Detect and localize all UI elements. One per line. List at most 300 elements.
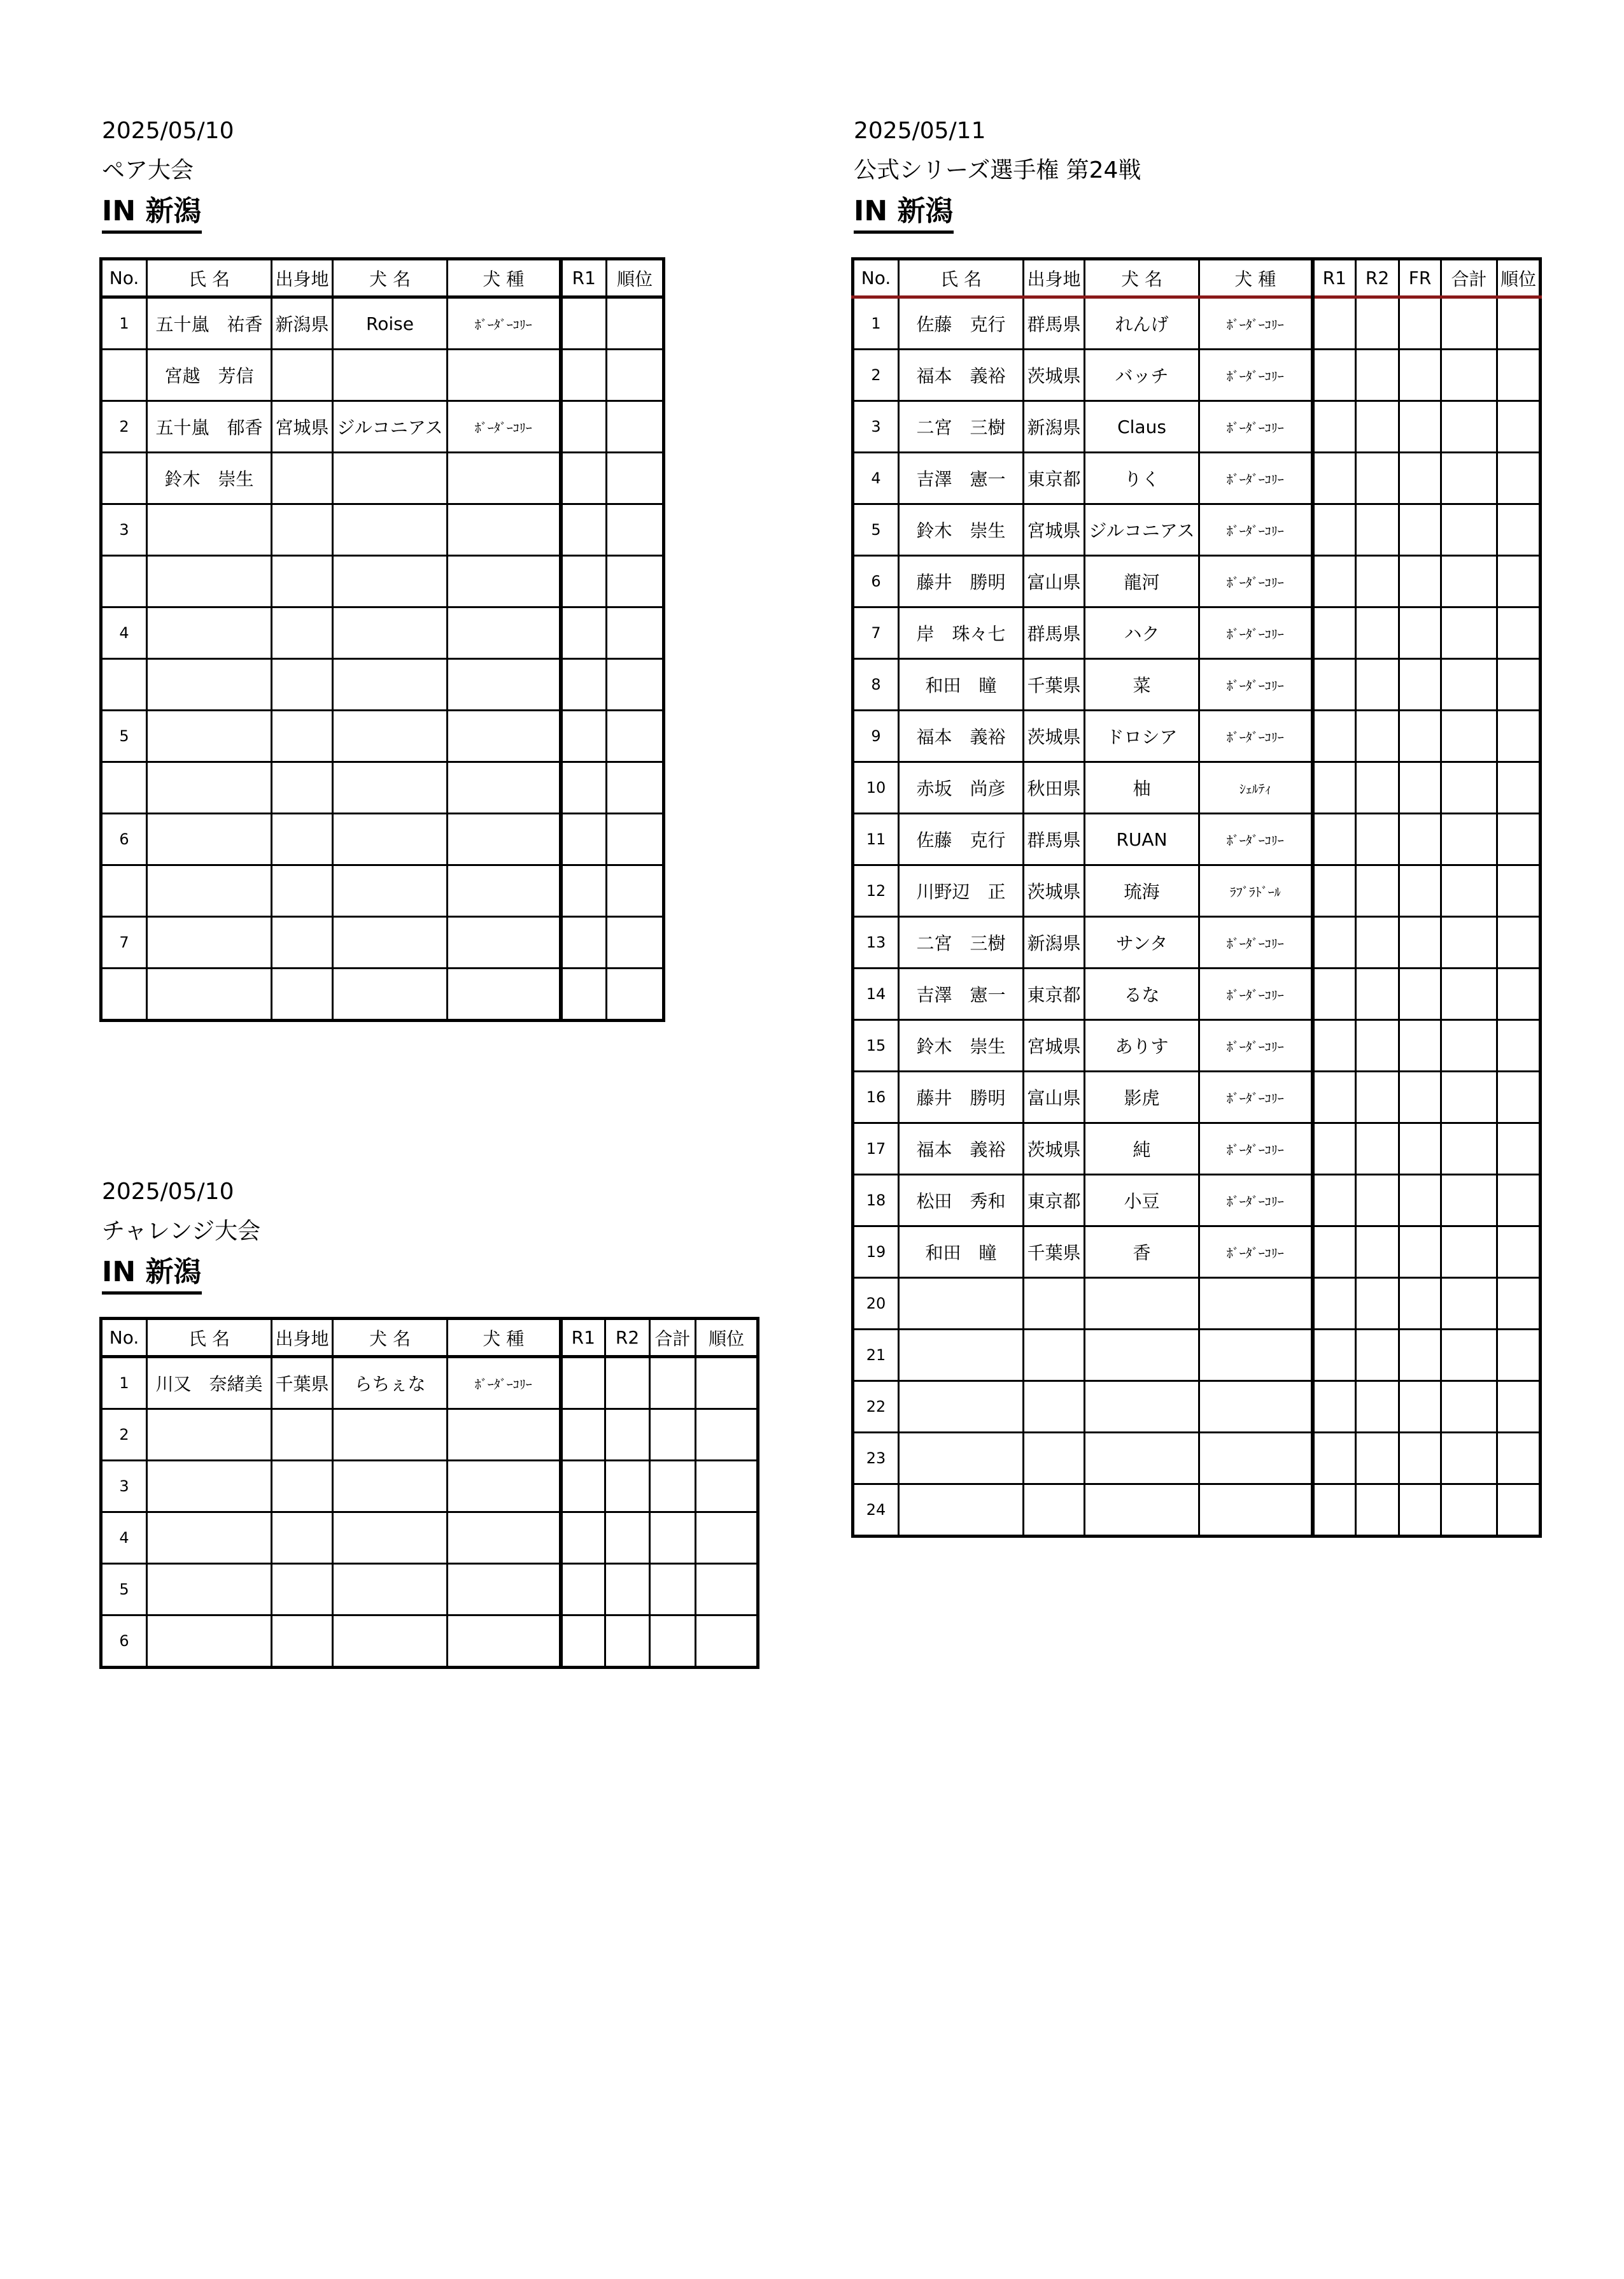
- cell-dog: 柚: [1085, 762, 1199, 814]
- cell-breed: ﾎﾞｰﾀﾞｰｺﾘｰ: [1199, 917, 1313, 969]
- challenge-header-col-5: R1: [561, 1319, 605, 1357]
- cell-score: [1497, 1330, 1541, 1381]
- cell-score: [1399, 865, 1441, 917]
- cell-score: [1313, 1381, 1356, 1433]
- cell-score: [1497, 762, 1541, 814]
- cell-score: [1497, 1175, 1541, 1226]
- cell-score: [1313, 401, 1356, 453]
- cell-breed: ﾎﾞｰﾀﾞｰｺﾘｰ: [1199, 659, 1313, 711]
- cell-score: [561, 1564, 605, 1615]
- cell-score: [1313, 969, 1356, 1020]
- cell-breed: [1199, 1484, 1313, 1537]
- cell-dog: [333, 1512, 448, 1564]
- cell-score: [1313, 1020, 1356, 1072]
- cell-score: [1313, 1072, 1356, 1123]
- cell-score: [605, 1615, 650, 1668]
- table-row: [101, 762, 664, 814]
- pair-title: ペア大会: [102, 157, 194, 183]
- cell-score: [1313, 659, 1356, 711]
- cell-score: [1399, 969, 1441, 1020]
- cell-score: [1356, 1175, 1399, 1226]
- cell-score: [1441, 917, 1497, 969]
- cell-breed: ﾎﾞｰﾀﾞｰｺﾘｰ: [448, 401, 561, 453]
- cell-score: [1399, 1226, 1441, 1278]
- challenge-header-col-breed: 犬 種: [448, 1319, 561, 1357]
- cell-score: [561, 556, 607, 607]
- cell-score: [1441, 504, 1497, 556]
- cell-score: [1399, 1175, 1441, 1226]
- cell-score: [1441, 1330, 1497, 1381]
- challenge-section: [102, 1179, 260, 1295]
- cell-score: [607, 350, 664, 401]
- table-row: [853, 969, 1541, 1020]
- cell-name: [147, 1461, 272, 1512]
- series-header-col-dog-name: 犬 名: [1085, 259, 1199, 297]
- cell-no: 7: [853, 607, 899, 659]
- cell-score: [1441, 1072, 1497, 1123]
- cell-score: [607, 297, 664, 350]
- cell-score: [1356, 1278, 1399, 1330]
- table-row: [101, 453, 664, 504]
- cell-no: 6: [101, 1615, 147, 1668]
- cell-score: [1399, 401, 1441, 453]
- cell-place: [272, 1564, 333, 1615]
- cell-name: 藤井 勝明: [899, 556, 1024, 607]
- cell-place: [272, 350, 333, 401]
- series-header-row: [853, 259, 1541, 297]
- challenge-header-col-name: 氏 名: [147, 1319, 272, 1357]
- cell-no: 6: [853, 556, 899, 607]
- cell-score: [561, 917, 607, 969]
- cell-score: [1356, 1226, 1399, 1278]
- cell-score: [561, 865, 607, 917]
- cell-score: [561, 814, 607, 865]
- cell-place: 東京都: [1024, 969, 1085, 1020]
- cell-score: [696, 1357, 758, 1409]
- cell-place: [272, 814, 333, 865]
- cell-score: [607, 711, 664, 762]
- cell-score: [1441, 1433, 1497, 1484]
- cell-score: [1313, 711, 1356, 762]
- cell-score: [1497, 504, 1541, 556]
- cell-score: [1399, 297, 1441, 350]
- cell-dog: [1085, 1278, 1199, 1330]
- cell-name: 赤坂 尚彦: [899, 762, 1024, 814]
- cell-score: [561, 1357, 605, 1409]
- cell-breed: ﾎﾞｰﾀﾞｰｺﾘｰ: [1199, 1072, 1313, 1123]
- cell-name: 岸 珠々七: [899, 607, 1024, 659]
- cell-name: [147, 917, 272, 969]
- cell-score: [1497, 607, 1541, 659]
- table-row: [101, 969, 664, 1021]
- cell-score: [1497, 1020, 1541, 1072]
- cell-score: [1356, 762, 1399, 814]
- cell-score: [1441, 1020, 1497, 1072]
- cell-no: 5: [101, 1564, 147, 1615]
- cell-score: [1313, 814, 1356, 865]
- cell-no: 4: [101, 607, 147, 659]
- cell-breed: [1199, 1330, 1313, 1381]
- pair-header-col-breed: 犬 種: [448, 259, 561, 297]
- cell-no: 17: [853, 1123, 899, 1175]
- cell-breed: ﾎﾞｰﾀﾞｰｺﾘｰ: [1199, 297, 1313, 350]
- cell-score: [1356, 865, 1399, 917]
- cell-breed: [448, 504, 561, 556]
- cell-score: [561, 711, 607, 762]
- series-header-col-6: R2: [1356, 259, 1399, 297]
- cell-dog: ジルコニアス: [333, 401, 448, 453]
- cell-score: [1356, 350, 1399, 401]
- cell-score: [561, 607, 607, 659]
- series-entry-table: [851, 257, 1542, 1538]
- cell-score: [696, 1564, 758, 1615]
- cell-score: [1441, 453, 1497, 504]
- cell-breed: ﾎﾞｰﾀﾞｰｺﾘｰ: [1199, 350, 1313, 401]
- cell-score: [1356, 1433, 1399, 1484]
- cell-dog: 香: [1085, 1226, 1199, 1278]
- cell-place: 茨城県: [1024, 865, 1085, 917]
- cell-score: [1356, 1123, 1399, 1175]
- cell-dog: サンタ: [1085, 917, 1199, 969]
- series-header-col-name: 氏 名: [899, 259, 1024, 297]
- cell-score: [696, 1615, 758, 1668]
- cell-score: [1399, 556, 1441, 607]
- cell-dog: [333, 453, 448, 504]
- cell-breed: [448, 814, 561, 865]
- challenge-entry-table: [99, 1317, 759, 1669]
- cell-score: [1313, 297, 1356, 350]
- cell-score: [1356, 711, 1399, 762]
- cell-dog: るな: [1085, 969, 1199, 1020]
- cell-name: 川野辺 正: [899, 865, 1024, 917]
- cell-dog: [333, 659, 448, 711]
- cell-score: [1313, 556, 1356, 607]
- cell-dog: バッチ: [1085, 350, 1199, 401]
- pair-header-col-6: 順位: [607, 259, 664, 297]
- cell-breed: ﾎﾞｰﾀﾞｰｺﾘｰ: [1199, 711, 1313, 762]
- cell-no: 13: [853, 917, 899, 969]
- cell-dog: [1085, 1381, 1199, 1433]
- cell-score: [1313, 1175, 1356, 1226]
- cell-breed: [448, 1461, 561, 1512]
- cell-score: [607, 659, 664, 711]
- cell-name: 鈴木 崇生: [899, 504, 1024, 556]
- cell-score: [1399, 917, 1441, 969]
- cell-place: 茨城県: [1024, 1123, 1085, 1175]
- cell-score: [1313, 1278, 1356, 1330]
- pair-section: [102, 118, 234, 234]
- cell-score: [1497, 1226, 1541, 1278]
- cell-breed: ﾎﾞｰﾀﾞｰｺﾘｰ: [1199, 1226, 1313, 1278]
- cell-breed: [448, 969, 561, 1021]
- cell-dog: RUAN: [1085, 814, 1199, 865]
- cell-score: [1441, 865, 1497, 917]
- cell-score: [696, 1461, 758, 1512]
- cell-score: [1356, 556, 1399, 607]
- cell-score: [1497, 1433, 1541, 1484]
- table-row: [101, 556, 664, 607]
- cell-no: 11: [853, 814, 899, 865]
- cell-place: 新潟県: [1024, 917, 1085, 969]
- cell-score: [1441, 1123, 1497, 1175]
- cell-breed: ﾎﾞｰﾀﾞｰｺﾘｰ: [1199, 504, 1313, 556]
- cell-dog: [1085, 1433, 1199, 1484]
- cell-score: [1313, 917, 1356, 969]
- cell-score: [1356, 1020, 1399, 1072]
- cell-no: [101, 453, 147, 504]
- cell-score: [1356, 659, 1399, 711]
- cell-place: [272, 969, 333, 1021]
- pair-body: [101, 297, 664, 1021]
- cell-breed: ﾎﾞｰﾀﾞｰｺﾘｰ: [1199, 556, 1313, 607]
- cell-score: [607, 453, 664, 504]
- cell-no: 18: [853, 1175, 899, 1226]
- table-row: [101, 1357, 758, 1409]
- cell-name: 二宮 三樹: [899, 401, 1024, 453]
- cell-no: 2: [101, 401, 147, 453]
- cell-score: [1441, 659, 1497, 711]
- cell-score: [1313, 1330, 1356, 1381]
- cell-dog: 龍河: [1085, 556, 1199, 607]
- cell-dog: 菜: [1085, 659, 1199, 711]
- cell-name: [147, 1512, 272, 1564]
- series-header-col-7: FR: [1399, 259, 1441, 297]
- cell-score: [1399, 1433, 1441, 1484]
- cell-score: [1399, 350, 1441, 401]
- cell-no: 9: [853, 711, 899, 762]
- cell-place: 宮城県: [1024, 1020, 1085, 1072]
- challenge-header-col-origin: 出身地: [272, 1319, 333, 1357]
- cell-place: [272, 1461, 333, 1512]
- cell-score: [607, 504, 664, 556]
- cell-place: 東京都: [1024, 1175, 1085, 1226]
- cell-no: 2: [853, 350, 899, 401]
- cell-score: [1356, 504, 1399, 556]
- cell-score: [1399, 607, 1441, 659]
- cell-name: 藤井 勝明: [899, 1072, 1024, 1123]
- cell-score: [561, 401, 607, 453]
- cell-dog: [1085, 1330, 1199, 1381]
- cell-place: [272, 865, 333, 917]
- cell-place: 新潟県: [1024, 401, 1085, 453]
- cell-score: [1441, 1175, 1497, 1226]
- cell-name: [147, 1615, 272, 1668]
- cell-score: [650, 1615, 696, 1668]
- cell-score: [1356, 401, 1399, 453]
- cell-score: [1497, 659, 1541, 711]
- cell-name: [899, 1433, 1024, 1484]
- table-row: [853, 865, 1541, 917]
- cell-score: [1399, 1123, 1441, 1175]
- cell-score: [650, 1461, 696, 1512]
- table-row: [101, 917, 664, 969]
- table-row: [101, 1564, 758, 1615]
- table-row: [101, 401, 664, 453]
- series-body: [853, 297, 1541, 1537]
- cell-name: 和田 瞳: [899, 1226, 1024, 1278]
- cell-score: [607, 607, 664, 659]
- cell-name: [899, 1381, 1024, 1433]
- cell-place: 秋田県: [1024, 762, 1085, 814]
- cell-name: [147, 814, 272, 865]
- cell-dog: 純: [1085, 1123, 1199, 1175]
- cell-score: [650, 1564, 696, 1615]
- cell-breed: ﾎﾞｰﾀﾞｰｺﾘｰ: [448, 297, 561, 350]
- cell-score: [1497, 453, 1541, 504]
- cell-score: [1356, 1330, 1399, 1381]
- cell-score: [605, 1409, 650, 1461]
- cell-name: [147, 969, 272, 1021]
- cell-score: [1356, 297, 1399, 350]
- cell-score: [1497, 556, 1541, 607]
- cell-score: [1497, 350, 1541, 401]
- cell-no: [101, 659, 147, 711]
- cell-breed: [1199, 1278, 1313, 1330]
- cell-breed: [448, 453, 561, 504]
- series-header-col-9: 順位: [1497, 259, 1541, 297]
- cell-no: 4: [853, 453, 899, 504]
- table-row: [101, 504, 664, 556]
- cell-score: [1399, 762, 1441, 814]
- pair-entry-table: [99, 257, 665, 1022]
- cell-score: [1399, 1020, 1441, 1072]
- cell-no: [101, 556, 147, 607]
- cell-dog: [333, 762, 448, 814]
- cell-name: [899, 1484, 1024, 1537]
- cell-score: [696, 1409, 758, 1461]
- cell-name: 鈴木 崇生: [147, 453, 272, 504]
- cell-score: [1441, 711, 1497, 762]
- cell-dog: [333, 607, 448, 659]
- pair-header-row: [101, 259, 664, 297]
- cell-breed: [448, 1615, 561, 1668]
- cell-no: 19: [853, 1226, 899, 1278]
- cell-score: [1399, 1330, 1441, 1381]
- cell-place: 群馬県: [1024, 297, 1085, 350]
- cell-score: [607, 865, 664, 917]
- cell-no: [101, 350, 147, 401]
- table-row: [853, 1020, 1541, 1072]
- cell-breed: ﾎﾞｰﾀﾞｰｺﾘｰ: [1199, 1175, 1313, 1226]
- pair-header-col-no: No.: [101, 259, 147, 297]
- cell-breed: [1199, 1381, 1313, 1433]
- cell-place: [272, 1409, 333, 1461]
- cell-place: [272, 711, 333, 762]
- cell-score: [1441, 1278, 1497, 1330]
- cell-score: [1356, 1381, 1399, 1433]
- cell-dog: [333, 350, 448, 401]
- cell-breed: [448, 1564, 561, 1615]
- cell-breed: ﾎﾞｰﾀﾞｰｺﾘｰ: [1199, 814, 1313, 865]
- cell-no: 5: [101, 711, 147, 762]
- series-venue: IN 新潟: [854, 195, 954, 234]
- cell-dog: [333, 504, 448, 556]
- cell-place: [1024, 1433, 1085, 1484]
- table-row: [853, 1175, 1541, 1226]
- cell-dog: [333, 1615, 448, 1668]
- series-section: [854, 118, 1141, 234]
- cell-no: 1: [101, 297, 147, 350]
- cell-no: 3: [853, 401, 899, 453]
- cell-dog: [1085, 1484, 1199, 1537]
- cell-score: [1313, 350, 1356, 401]
- cell-place: 茨城県: [1024, 350, 1085, 401]
- cell-score: [1399, 504, 1441, 556]
- cell-dog: らちぇな: [333, 1357, 448, 1409]
- series-date: 2025/05/11: [854, 118, 986, 144]
- cell-name: [899, 1330, 1024, 1381]
- cell-score: [1399, 1072, 1441, 1123]
- cell-no: 20: [853, 1278, 899, 1330]
- cell-breed: ﾎﾞｰﾀﾞｰｺﾘｰ: [448, 1357, 561, 1409]
- cell-name: 五十嵐 祐香: [147, 297, 272, 350]
- cell-score: [1441, 762, 1497, 814]
- series-header-col-8: 合計: [1441, 259, 1497, 297]
- cell-score: [1441, 556, 1497, 607]
- cell-name: 五十嵐 郁香: [147, 401, 272, 453]
- cell-no: 3: [101, 504, 147, 556]
- cell-no: 1: [101, 1357, 147, 1409]
- cell-no: [101, 969, 147, 1021]
- cell-score: [1313, 1226, 1356, 1278]
- cell-breed: ﾎﾞｰﾀﾞｰｺﾘｰ: [1199, 453, 1313, 504]
- cell-score: [561, 350, 607, 401]
- table-row: [853, 1226, 1541, 1278]
- cell-score: [1399, 1381, 1441, 1433]
- table-row: [853, 1123, 1541, 1175]
- cell-place: [272, 504, 333, 556]
- cell-breed: [448, 1409, 561, 1461]
- cell-score: [1313, 504, 1356, 556]
- cell-breed: [448, 711, 561, 762]
- table-row: [853, 1484, 1541, 1537]
- cell-score: [607, 401, 664, 453]
- table-row: [101, 1512, 758, 1564]
- cell-score: [1441, 350, 1497, 401]
- cell-place: [272, 607, 333, 659]
- cell-breed: ｼｪﾙﾃｨ: [1199, 762, 1313, 814]
- table-row: [101, 865, 664, 917]
- cell-dog: [333, 865, 448, 917]
- cell-place: 宮城県: [272, 401, 333, 453]
- cell-place: 群馬県: [1024, 814, 1085, 865]
- cell-score: [561, 504, 607, 556]
- cell-score: [1497, 1484, 1541, 1537]
- table-row: [853, 1330, 1541, 1381]
- cell-dog: 琉海: [1085, 865, 1199, 917]
- challenge-header-col-6: R2: [605, 1319, 650, 1357]
- challenge-body: [101, 1357, 758, 1668]
- cell-breed: [448, 607, 561, 659]
- cell-name: 川又 奈緒美: [147, 1357, 272, 1409]
- cell-score: [1441, 1484, 1497, 1537]
- cell-score: [1356, 607, 1399, 659]
- challenge-header-col-no: No.: [101, 1319, 147, 1357]
- cell-place: 千葉県: [1024, 659, 1085, 711]
- cell-score: [1313, 1123, 1356, 1175]
- table-row: [101, 1461, 758, 1512]
- cell-dog: [333, 814, 448, 865]
- cell-score: [607, 917, 664, 969]
- table-row: [853, 1433, 1541, 1484]
- cell-breed: [448, 865, 561, 917]
- cell-breed: ﾎﾞｰﾀﾞｰｺﾘｰ: [1199, 607, 1313, 659]
- cell-dog: [333, 711, 448, 762]
- series-header-col-5: R1: [1313, 259, 1356, 297]
- challenge-header-col-dog-name: 犬 名: [333, 1319, 448, 1357]
- cell-no: 1: [853, 297, 899, 350]
- cell-score: [561, 297, 607, 350]
